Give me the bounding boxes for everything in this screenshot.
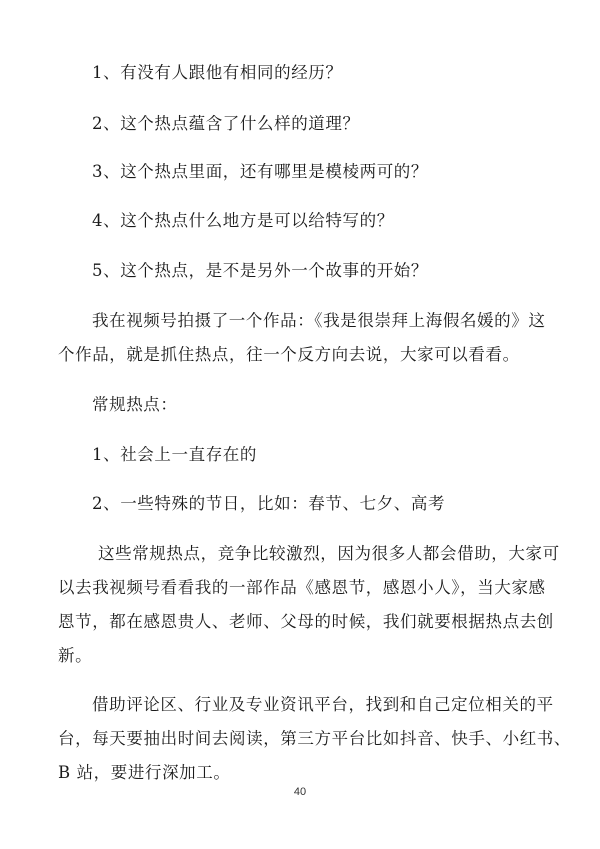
para-work-line-2: 个作品，就是抓住热点，往一个反方向去说，大家可以看看。 (58, 345, 520, 364)
para-regular-line-2: 以去我视频号看看我的一部作品《感恩节，感恩小人》，当大家感 (58, 578, 546, 597)
question-2: 2、这个热点蕴含了什么样的道理？ (92, 114, 360, 133)
para-platform-line-2: 台，每天要抽出时间去阅读，第三方平台比如抖音、快手、小红书、 (58, 729, 571, 748)
regular-item-2: 2、一些特殊的节日，比如：春节、七夕、高考 (92, 494, 446, 513)
regular-item-1: 1、社会上一直存在的 (92, 445, 257, 464)
page-number: 40 (293, 786, 307, 798)
question-3: 3、这个热点里面，还有哪里是模棱两可的？ (92, 162, 428, 181)
question-4: 4、这个热点什么地方是可以给特写的？ (92, 211, 394, 230)
para-regular-line-1: 这些常规热点，竞争比较激烈，因为很多人都会借助，大家可 (98, 544, 560, 563)
question-5: 5、这个热点，是不是另外一个故事的开始？ (92, 261, 428, 280)
para-regular-line-4: 新。 (58, 646, 93, 665)
question-1: 1、有没有人跟他有相同的经历？ (92, 63, 343, 82)
para-platform-line-3: B 站，要进行深加工。 (58, 763, 231, 782)
para-platform-line-1: 借助评论区、行业及专业资讯平台，找到和自己定位相关的平 (92, 695, 554, 714)
para-work-line-1: 我在视频号拍摄了一个作品：《我是很崇拜上海假名媛的》这 (92, 311, 546, 330)
para-regular-line-3: 恩节，都在感恩贵人、老师、父母的时候，我们就要根据热点去创 (58, 612, 554, 631)
regular-heading: 常规热点： (92, 395, 178, 414)
